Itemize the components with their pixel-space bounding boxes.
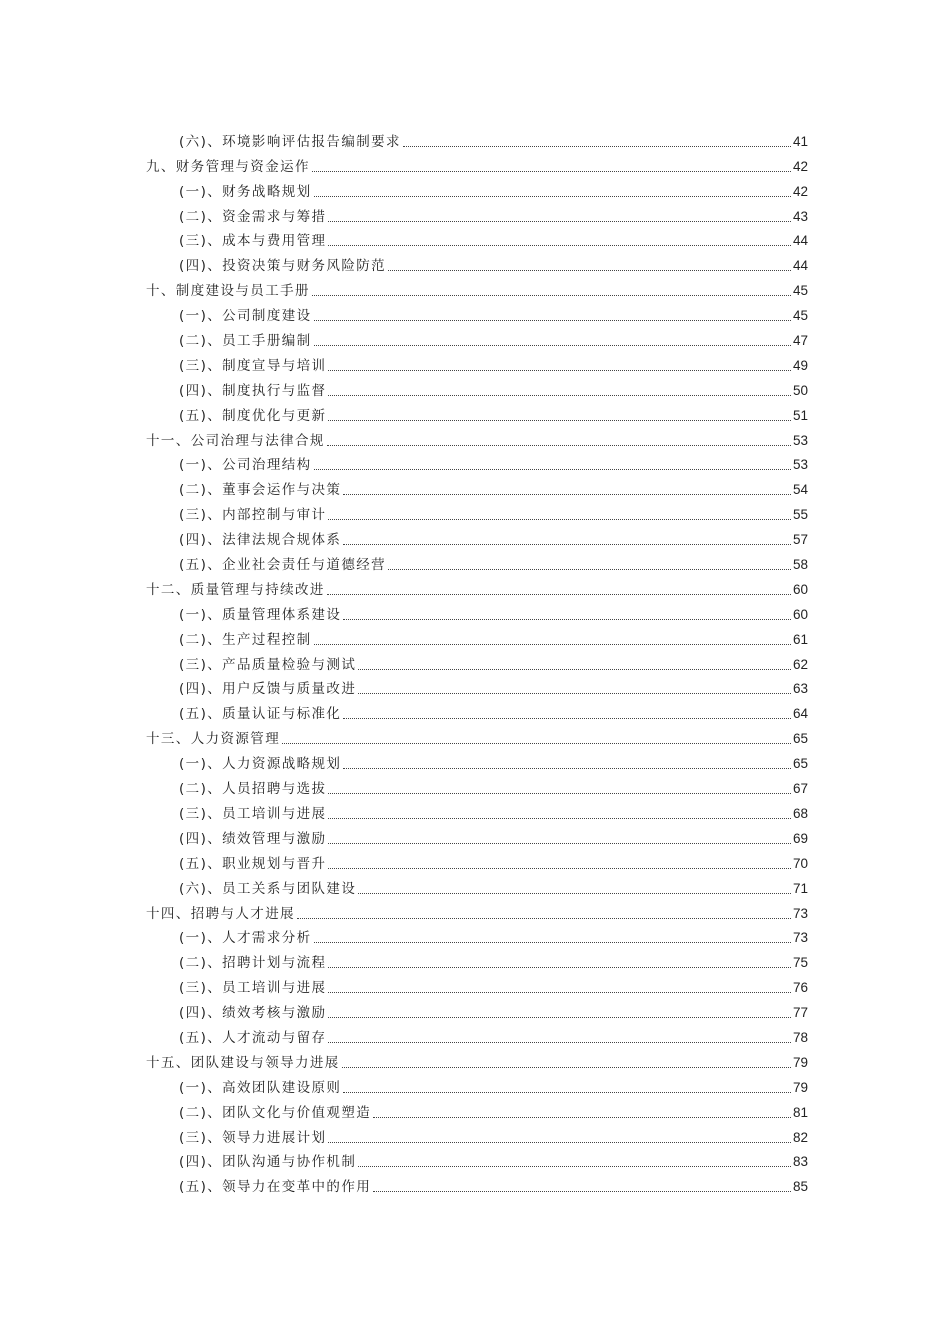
toc-chapter-entry[interactable]: [146, 898, 808, 923]
toc-section-entry[interactable]: [146, 325, 808, 350]
toc-entry-title: (一)、公司治理结构: [179, 457, 312, 474]
dot-leader: [373, 1190, 791, 1192]
dot-leader: [314, 319, 791, 321]
dot-leader: [358, 692, 791, 694]
dot-leader: [327, 444, 791, 446]
toc-page-number: 50: [792, 382, 808, 398]
toc-section-entry[interactable]: [146, 873, 808, 898]
toc-section-entry[interactable]: [146, 474, 808, 499]
dot-leader: [328, 991, 791, 993]
toc-entry-title: (五)、职业规划与晋升: [179, 855, 327, 872]
toc-chapter-entry[interactable]: [146, 1047, 808, 1072]
dot-leader: [328, 817, 791, 819]
toc-entry-title: (三)、员工培训与进展: [179, 805, 327, 822]
toc-page-number: 54: [792, 482, 808, 498]
toc-page-number: 77: [792, 1005, 808, 1021]
toc-entry-title: (一)、质量管理体系建设: [179, 606, 342, 623]
toc-entry-title: (五)、制度优化与更新: [179, 407, 327, 424]
toc-entry-title: 十、制度建设与员工手册: [146, 283, 310, 300]
dot-leader: [343, 543, 791, 545]
toc-page-number: 53: [792, 457, 808, 473]
toc-entry-title: (一)、公司制度建设: [179, 308, 312, 325]
toc-section-entry[interactable]: [146, 698, 808, 723]
toc-page-number: 71: [792, 880, 808, 896]
toc-entry-title: 十三、人力资源管理: [146, 731, 281, 748]
toc-entry-title: (二)、董事会运作与决策: [179, 482, 342, 499]
toc-entry-title: (四)、绩效管理与激励: [179, 830, 327, 847]
toc-entry-title: 九、财务管理与资金运作: [146, 158, 310, 175]
dot-leader: [343, 767, 791, 769]
toc-chapter-entry[interactable]: [146, 723, 808, 748]
toc-page-number: 47: [792, 333, 808, 349]
dot-leader: [328, 244, 791, 246]
dot-leader: [373, 1116, 791, 1118]
toc-page-number: 45: [792, 283, 808, 299]
toc-page-number: 44: [792, 233, 808, 249]
dot-leader: [358, 1165, 791, 1167]
toc-entry-title: (一)、高效团队建设原则: [179, 1079, 342, 1096]
toc-section-entry[interactable]: [146, 1171, 808, 1196]
dot-leader: [328, 1041, 791, 1043]
toc-page-number: 63: [792, 681, 808, 697]
toc-page-number: 64: [792, 706, 808, 722]
toc-entry-title: 十四、招聘与人才进展: [146, 905, 295, 922]
toc-page-number: 69: [792, 830, 808, 846]
dot-leader: [388, 269, 791, 271]
toc-page-number: 81: [792, 1104, 808, 1120]
toc-entry-title: (六)、环境影响评估报告编制要求: [179, 133, 401, 150]
toc-page-number: 85: [792, 1179, 808, 1195]
dot-leader: [343, 618, 791, 620]
toc-entry-title: (五)、人才流动与留存: [179, 1029, 327, 1046]
toc-section-entry[interactable]: [146, 947, 808, 972]
toc-section-entry[interactable]: [146, 350, 808, 375]
toc-page-number: 83: [792, 1154, 808, 1170]
dot-leader: [314, 941, 791, 943]
toc-page-number: 79: [792, 1079, 808, 1095]
dot-leader: [328, 1016, 791, 1018]
toc-section-entry[interactable]: [146, 1072, 808, 1097]
toc-entry-title: (一)、人才需求分析: [179, 930, 312, 947]
toc-section-entry[interactable]: [146, 674, 808, 699]
dot-leader: [328, 792, 791, 794]
toc-page-number: 67: [792, 781, 808, 797]
dot-leader: [314, 468, 791, 470]
dot-leader: [343, 493, 791, 495]
toc-section-entry[interactable]: [146, 549, 808, 574]
toc-page-number: 78: [792, 1029, 808, 1045]
toc-section-entry[interactable]: [146, 972, 808, 997]
toc-entry-title: (三)、内部控制与审计: [179, 507, 327, 524]
toc-entry-title: (三)、领导力进展计划: [179, 1129, 327, 1146]
table-of-contents: [146, 126, 808, 1196]
dot-leader: [314, 195, 791, 197]
toc-page-number: 65: [792, 731, 808, 747]
toc-section-entry[interactable]: [146, 773, 808, 798]
toc-section-entry[interactable]: [146, 1022, 808, 1047]
toc-chapter-entry[interactable]: [146, 425, 808, 450]
toc-section-entry[interactable]: [146, 624, 808, 649]
toc-page-number: 53: [792, 432, 808, 448]
dot-leader: [328, 369, 791, 371]
toc-entry-title: 十二、质量管理与持续改进: [146, 581, 325, 598]
toc-page-number: 60: [792, 606, 808, 622]
toc-page-number: 75: [792, 955, 808, 971]
dot-leader: [343, 1091, 791, 1093]
toc-page-number: 76: [792, 980, 808, 996]
toc-entry-title: (二)、员工手册编制: [179, 333, 312, 350]
toc-page-number: 55: [792, 507, 808, 523]
toc-chapter-entry[interactable]: [146, 275, 808, 300]
toc-page-number: 60: [792, 581, 808, 597]
toc-entry-title: (一)、财务战略规划: [179, 183, 312, 200]
toc-entry-title: (三)、成本与费用管理: [179, 233, 327, 250]
toc-chapter-entry[interactable]: [146, 151, 808, 176]
toc-section-entry[interactable]: [146, 599, 808, 624]
dot-leader: [297, 917, 791, 919]
toc-entry-title: (五)、质量认证与标准化: [179, 706, 342, 723]
dot-leader: [328, 842, 791, 844]
toc-section-entry[interactable]: [146, 400, 808, 425]
toc-entry-title: (四)、用户反馈与质量改进: [179, 681, 357, 698]
toc-section-entry[interactable]: [146, 923, 808, 948]
toc-entry-title: (二)、招聘计划与流程: [179, 955, 327, 972]
toc-page-number: 70: [792, 855, 808, 871]
toc-section-entry[interactable]: [146, 499, 808, 524]
dot-leader: [358, 668, 791, 670]
toc-section-entry[interactable]: [146, 748, 808, 773]
toc-section-entry[interactable]: [146, 300, 808, 325]
toc-entry-title: (四)、投资决策与财务风险防范: [179, 258, 387, 275]
toc-page-number: 45: [792, 308, 808, 324]
toc-entry-title: (二)、生产过程控制: [179, 631, 312, 648]
toc-entry-title: (二)、资金需求与筹措: [179, 208, 327, 225]
dot-leader: [312, 170, 791, 172]
toc-page-number: 61: [792, 631, 808, 647]
toc-entry-title: (三)、员工培训与进展: [179, 980, 327, 997]
toc-chapter-entry[interactable]: [146, 574, 808, 599]
toc-page-number: 68: [792, 805, 808, 821]
toc-page-number: 44: [792, 258, 808, 274]
toc-section-entry[interactable]: [146, 375, 808, 400]
toc-page-number: 73: [792, 905, 808, 921]
toc-page-number: 58: [792, 557, 808, 573]
toc-section-entry[interactable]: [146, 250, 808, 275]
toc-entry-title: (二)、团队文化与价值观塑造: [179, 1104, 372, 1121]
toc-page-number: 82: [792, 1129, 808, 1145]
toc-section-entry[interactable]: [146, 126, 808, 151]
toc-section-entry[interactable]: [146, 226, 808, 251]
toc-page-number: 41: [792, 133, 808, 149]
dot-leader: [403, 145, 791, 147]
toc-entry-title: (四)、制度执行与监督: [179, 382, 327, 399]
dot-leader: [328, 220, 791, 222]
toc-page-number: 42: [792, 158, 808, 174]
toc-entry-title: 十五、团队建设与领导力进展: [146, 1054, 340, 1071]
dot-leader: [314, 643, 791, 645]
dot-leader: [388, 568, 791, 570]
toc-section-entry[interactable]: [146, 997, 808, 1022]
dot-leader: [312, 294, 791, 296]
toc-section-entry[interactable]: [146, 848, 808, 873]
toc-page-number: 65: [792, 756, 808, 772]
toc-entry-title: (三)、产品质量检验与测试: [179, 656, 357, 673]
toc-section-entry[interactable]: [146, 450, 808, 475]
toc-section-entry[interactable]: [146, 1097, 808, 1122]
toc-section-entry[interactable]: [146, 1147, 808, 1172]
toc-page-number: 43: [792, 208, 808, 224]
toc-entry-title: (三)、制度宣导与培训: [179, 357, 327, 374]
toc-section-entry[interactable]: [146, 649, 808, 674]
dot-leader: [358, 892, 791, 894]
toc-section-entry[interactable]: [146, 798, 808, 823]
dot-leader: [328, 966, 791, 968]
dot-leader: [314, 344, 791, 346]
toc-page-number: 57: [792, 532, 808, 548]
toc-page-number: 42: [792, 183, 808, 199]
dot-leader: [342, 1066, 791, 1068]
dot-leader: [328, 394, 791, 396]
toc-section-entry[interactable]: [146, 176, 808, 201]
toc-entry-title: (六)、员工关系与团队建设: [179, 880, 357, 897]
toc-section-entry[interactable]: [146, 524, 808, 549]
toc-entry-title: 十一、公司治理与法律合规: [146, 432, 325, 449]
dot-leader: [282, 742, 791, 744]
toc-page-number: 79: [792, 1054, 808, 1070]
dot-leader: [328, 419, 791, 421]
toc-page-number: 49: [792, 357, 808, 373]
toc-page-number: 73: [792, 930, 808, 946]
toc-entry-title: (一)、人力资源战略规划: [179, 756, 342, 773]
dot-leader: [328, 1141, 791, 1143]
toc-entry-title: (四)、团队沟通与协作机制: [179, 1154, 357, 1171]
dot-leader: [327, 593, 791, 595]
toc-section-entry[interactable]: [146, 201, 808, 226]
dot-leader: [343, 717, 791, 719]
toc-entry-title: (四)、绩效考核与激励: [179, 1005, 327, 1022]
toc-page-number: 62: [792, 656, 808, 672]
toc-entry-title: (五)、领导力在变革中的作用: [179, 1179, 372, 1196]
toc-entry-title: (二)、人员招聘与选拔: [179, 781, 327, 798]
toc-section-entry[interactable]: [146, 823, 808, 848]
toc-page-number: 51: [792, 407, 808, 423]
dot-leader: [328, 518, 791, 520]
toc-entry-title: (四)、法律法规合规体系: [179, 532, 342, 549]
toc-section-entry[interactable]: [146, 1122, 808, 1147]
dot-leader: [328, 867, 791, 869]
toc-entry-title: (五)、企业社会责任与道德经营: [179, 557, 387, 574]
